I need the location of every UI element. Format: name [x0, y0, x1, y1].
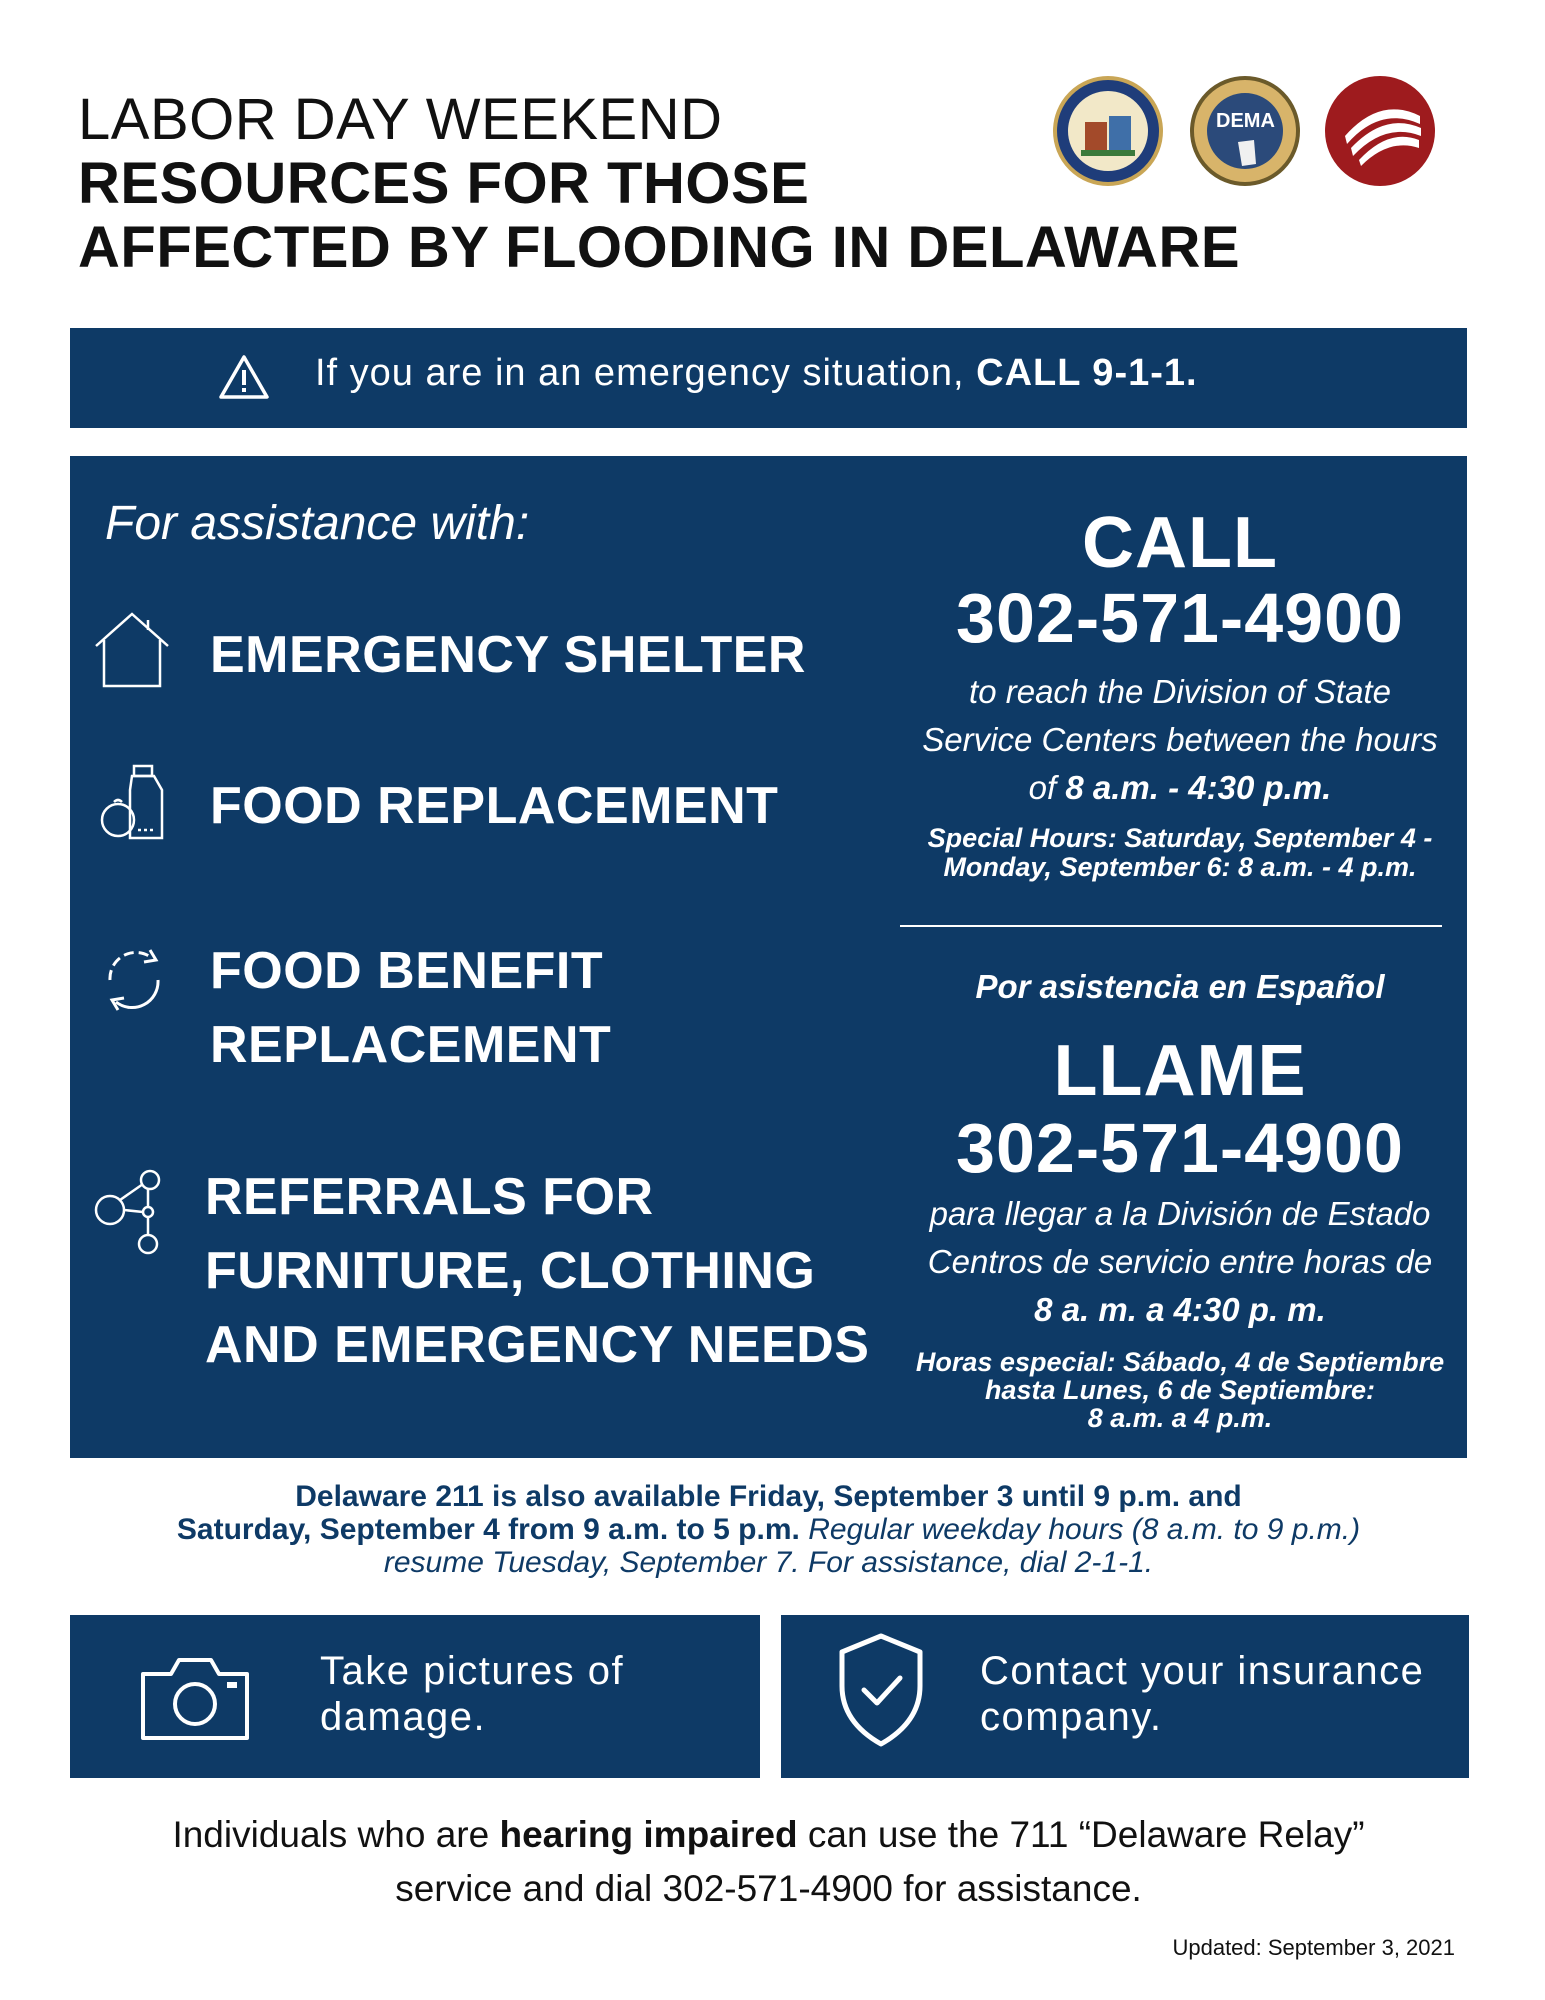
service-referrals: REFERRALS FOR FURNITURE, CLOTHING AND EMERGENCY NEEDS: [205, 1168, 870, 1374]
delaware-211-notice: [70, 1480, 1467, 1579]
special-hours-line-2: Monday, September 6: 8 a.m. - 4 p.m.: [943, 852, 1417, 882]
camera-icon: [135, 1648, 255, 1748]
spanish-special-hours: [905, 1348, 1455, 1432]
take-pictures-text: Take pictures of damage.: [320, 1649, 625, 1739]
city-seal-logo: [1053, 76, 1163, 186]
dhss-logo: [1325, 76, 1435, 186]
es-hours-line-3: 8 a.m. a 4 p.m.: [1087, 1403, 1273, 1433]
llame-label: LLAME: [1053, 1031, 1307, 1111]
call-label: CALL: [1082, 503, 1278, 583]
notice-211-line-1: Delaware 211 is also available Friday, September 3 until 9 p.m. and: [295, 1480, 1242, 1513]
llame-number[interactable]: 302-571-4900: [956, 1109, 1404, 1187]
hearing-line-2: service and dial 302-571-4900 for assistance.: [395, 1868, 1142, 1909]
service-food-replacement: FOOD REPLACEMENT: [210, 777, 779, 835]
call-desc-line-3-prefix: of: [1028, 769, 1066, 806]
es-desc-line-2: Centros de servicio entre horas de: [927, 1243, 1433, 1280]
insurance-text: Contact your insurance company.: [980, 1649, 1425, 1739]
service-emergency-shelter: EMERGENCY SHELTER: [210, 626, 806, 684]
call-number[interactable]: 302-571-4900: [956, 579, 1404, 657]
title-line-1: LABOR DAY WEEKEND: [78, 87, 723, 152]
emergency-text-prefix: If you are in an emergency situation,: [315, 352, 977, 394]
assistance-heading: For assistance with:: [105, 497, 530, 550]
spanish-heading: Por asistencia en Español: [975, 968, 1385, 1005]
call-desc-line-2: Service Centers between the hours: [922, 721, 1438, 758]
emergency-call-911: CALL 9-1-1.: [976, 352, 1198, 394]
column-divider: [900, 925, 1442, 927]
es-hours-bold: 8 a. m. a 4:30 p. m.: [1034, 1291, 1326, 1328]
notice-211-line-2-italic: Regular weekday hours (8 a.m. to 9 p.m.): [799, 1513, 1361, 1546]
special-hours: [905, 824, 1455, 882]
refresh-icon: [90, 936, 178, 1024]
shield-check-icon: [836, 1630, 926, 1750]
service-food-benefit-replacement: FOOD BENEFIT REPLACEMENT: [210, 942, 612, 1074]
call-desc-line-3: [905, 764, 1455, 812]
call-description: [905, 668, 1455, 812]
title-line-3: AFFECTED BY FLOODING IN DELAWARE: [78, 215, 1241, 280]
special-hours-line-1: Special Hours: Saturday, September 4 -: [927, 823, 1433, 853]
network-icon: [88, 1168, 176, 1256]
title-line-2: RESOURCES FOR THOSE: [78, 151, 810, 216]
call-hours: 8 a.m. - 4:30 p.m.: [1065, 769, 1332, 806]
dema-logo-text: DEMA: [1216, 110, 1275, 132]
food-jar-icon: [90, 758, 178, 846]
updated-date: Updated: September 3, 2021: [1172, 1935, 1455, 1960]
notice-211-line-3: resume Tuesday, September 7. For assistance, dial 2-1-1.: [383, 1546, 1154, 1579]
hearing-suffix: can use the 711 “Delaware Relay”: [797, 1814, 1365, 1855]
emergency-text: [315, 352, 1198, 395]
es-desc-line-3: [905, 1286, 1455, 1334]
es-hours-line-1: Horas especial: Sábado, 4 de Septiembre: [915, 1347, 1445, 1377]
notice-211-line-2-bold: Saturday, September 4 from 9 a.m. to 5 p.m.: [176, 1513, 800, 1546]
es-hours-line-2: hasta Lunes, 6 de Septiembre:: [984, 1375, 1376, 1405]
hearing-impaired-note: [70, 1808, 1467, 1916]
house-icon: [88, 606, 176, 694]
hearing-bold: hearing impaired: [499, 1814, 798, 1855]
warning-icon: [218, 354, 270, 400]
call-desc-line-1: to reach the Division of State: [969, 673, 1391, 710]
dema-logo: [1190, 76, 1300, 186]
spanish-description: [905, 1190, 1455, 1334]
es-desc-line-1: para llegar a la División de Estado: [929, 1195, 1431, 1232]
hearing-prefix: Individuals who are: [172, 1814, 500, 1855]
